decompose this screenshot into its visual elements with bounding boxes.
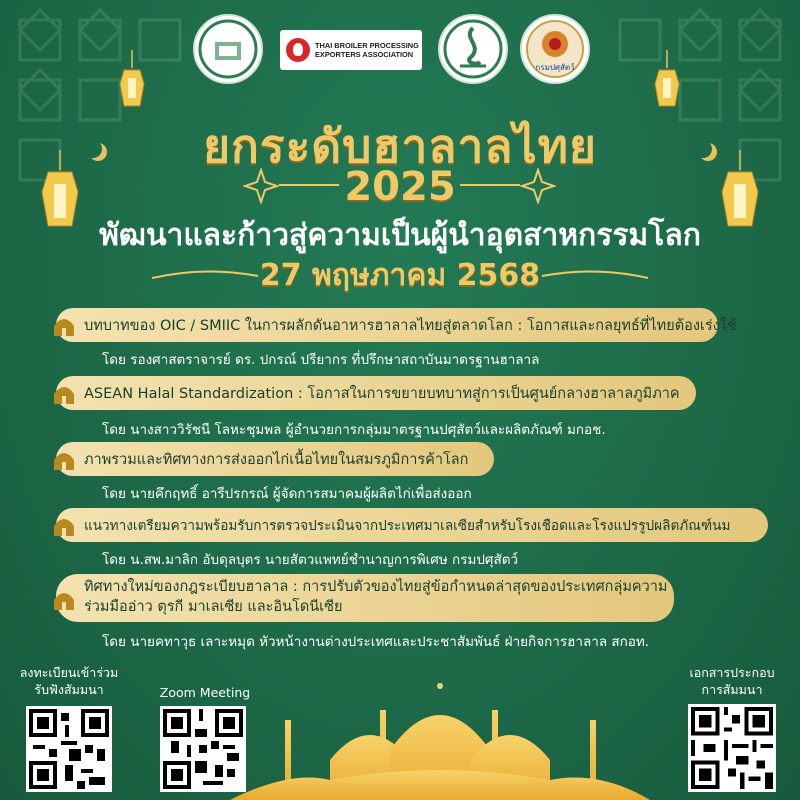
docs-qr-code[interactable] [688,704,776,792]
docs-label-line1: เอกสารประกอบ [689,665,775,680]
acfs-seal-logo [438,14,508,84]
mosque-icon [50,310,78,338]
agenda-topic-5 [56,574,674,622]
mosque-icon [50,378,78,406]
register-qr-code[interactable] [26,706,112,792]
agenda-speaker-4: โดย น.สพ.มาลิก อับดุลบุตร นายสัตวแพทย์ชำนาญการพิเศษ กรมปศุสัตว์ [102,552,519,568]
naga-seal-icon [440,16,506,82]
agenda-topic-2 [56,376,696,410]
mosque-icon [50,584,78,612]
mosque-skyline-icon [230,680,650,800]
tbpea-logo [280,30,422,70]
building-seal-icon [195,16,261,82]
agenda-topic-text: ภาพรวมและทิศทางการส่งออกไก่เนื้อไทยในสมรภูมิการค้าโลก [84,451,469,468]
tbpea-name-line1: THAI BROILER PROCESSING [315,41,419,50]
event-year: 2025 [344,164,456,210]
mosque-icon [50,510,78,538]
register-label-line1: ลงทะเบียนเข้าร่วม [19,665,119,680]
agenda-topic-1 [56,308,737,342]
tbpea-name-line2: EXPORTERS ASSOCIATION [315,50,414,59]
dld-seal-text: กรมปศุสัตว์ [535,63,575,72]
event-subtitle: พัฒนาและก้าวสู่ความเป็นผู้นำอุตสาหกรรมโลก [99,218,701,253]
qr-code-icon [29,709,109,789]
agenda-speaker-2: โดย นางสาววิรัชนี โลหะชุมพล ผู้อำนวยการกลุ่มมาตรฐานปศุสัตว์และผลิตภัณฑ์ มกอช. [102,422,606,438]
agenda-topic-3 [56,442,494,476]
docs-label-line2: การสัมมนา [701,682,763,697]
divider-line-right [460,184,520,188]
agenda-topic-4 [56,508,768,542]
register-qr-label [14,664,124,698]
livestock-seal-icon [522,16,588,82]
agenda-topic-text: ASEAN Halal Standardization : โอกาสในการขยายบทบาทสู่การเป็นศูนย์กลางฮาลาลภูมิภาค [84,385,680,402]
agenda-speaker-1: โดย รองศาสตราจารย์ ดร. ปกรณ์ ปรียากร ที่ปรึกษาสถาบันมาตรฐานฮาลาล [102,352,540,368]
agenda-topic-text: ทิศทางใหม่ของกฎระเบียบฮาลาล : การปรับตัวของไทยสู่ข้อกำหนดล่าสุดของประเทศกลุ่มความร่วมมืออ่าว ตุรกี มาเลเซีย และอินโดนีเซีย [84,579,668,615]
zoom-qr-code[interactable] [160,706,246,792]
register-label-line2: รับฟังสัมมนา [34,682,104,697]
rooster-icon [286,38,310,62]
agenda-speaker-5: โดย นายคทาวุธ เลาะหมุด หัวหน้างานต่างประเทศและประชาสัมพันธ์ ฝ่ายกิจการฮาลาล สกอท. [102,634,650,650]
mosque-icon [50,444,78,472]
qr-code-icon [691,707,773,789]
star-ornament-icon [520,168,556,204]
event-title: ยกระดับฮาลาลไทย [203,119,597,173]
zoom-label-line1: Zoom Meeting [159,685,251,700]
agenda-topic-text: แนวทางเตรียมความพร้อมรับการตรวจประเมินจากประเทศมาเลเซียสำหรับโรงเชือดและโรงแปรรูปผลิตภัณฑ์นม [84,518,731,534]
agenda-topic-text: บทบาทของ OIC / SMIIC ในการผลักดันอาหารฮาลาลไทยสู่ตลาดโลก : โอกาสและกลยุทธ์ที่ไทยต้องเร่งใช้ [84,317,737,334]
department-seal-logo [193,14,263,84]
qr-code-icon [163,709,243,789]
agenda-speaker-3: โดย นายคึกฤทธิ์ อารีปรกรณ์ ผู้จัดการสมาคมผู้ผลิตไก่เพื่อส่งออก [102,486,472,502]
zoom-qr-label [146,684,264,701]
dld-seal-logo [520,14,590,84]
event-date: 27 พฤษภาคม 2568 [259,258,541,293]
swoosh-right [540,268,650,282]
docs-qr-label [672,664,792,698]
